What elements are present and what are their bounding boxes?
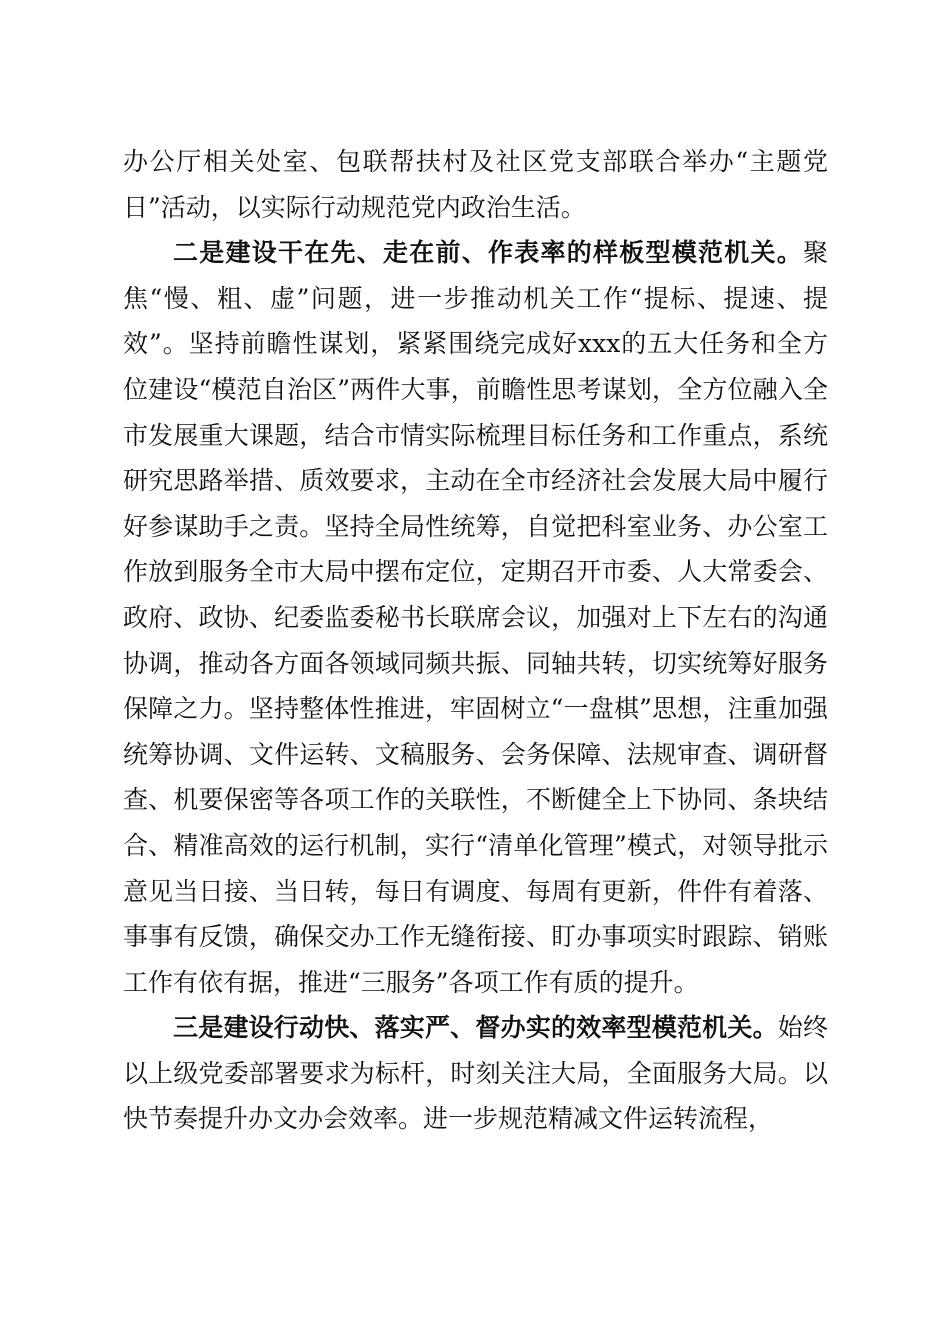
paragraph-1-text: 办公厅相关处室、包联帮扶村及社区党支部联合举办“主题党日”活动，以实际行动规范党内政治生活。: [123, 147, 828, 222]
paragraph-2-lead: 二是建设干在先、走在前、作表率的样板型模范机关。: [173, 238, 803, 268]
document-body: [123, 139, 828, 1142]
paragraph-3-text: 始终以上级党委部署要求为标杆，时刻关注大局，全面服务大局。以快节奏提升办文办会效率。进一步规范精减文件运转流程，: [123, 1013, 828, 1134]
paragraph-model-office: [123, 230, 828, 1005]
paragraph-3-lead: 三是建设行动快、落实严、督办实的效率型模范机关。: [173, 1013, 778, 1043]
paragraph-continuation: [123, 139, 828, 230]
paragraph-efficiency-office: [123, 1005, 828, 1142]
paragraph-2-text: 聚焦“慢、粗、虚”问题，进一步推动机关工作“提标、提速、提效”。坚持前瞻性谋划，紧紧围绕完成好xxx的五大任务和全方位建设“模范自治区”两件大事，前瞻性思考谋划，全方位融入全市发展重大课题，结合市情实际梳理目标任务和工作重点，系统研究思路举措、质效要求，主动在全市经济社会发展大局中履行好参谋助手之责。坚持全局性统筹，自觉把科室业务、办公室工作放到服务全市大局中摆布定位，定期召开市委、人大常委会、政府、政协、纪委监委秘书长联席会议，加强对上下左右的沟通协调，推动各方面各领域同频共振、同轴共转，切实统筹好服务保障之力。坚持整体性推进，牢固树立“一盘棋”思想，注重加强统筹协调、文件运转、文稿服务、会务保障、法规审查、调研督查、机要保密等各项工作的关联性，不断健全上下协同、条块结合、精准高效的运行机制，实行“清单化管理”模式，对领导批示意见当日接、当日转，每日有调度、每周有更新，件件有着落、事事有反馈，确保交办工作无缝衔接、盯办事项实时跟踪、销账工作有依有据，推进“三服务”各项工作有质的提升。: [123, 238, 828, 997]
